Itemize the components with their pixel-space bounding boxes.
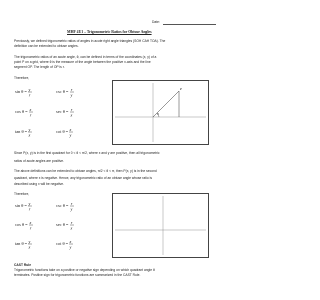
point-p-label: P <box>180 87 182 91</box>
date-line <box>163 24 216 25</box>
svg-text:x: x <box>70 112 72 118</box>
cast-line-2: terminates. Positive sign for trigonometric functions are summarized in the CAST Rule. <box>14 273 141 277</box>
date-label: Date: <box>152 20 160 24</box>
para3-line-2: ratios of acute angles are positive. <box>14 159 65 163</box>
svg-text:y: y <box>28 127 31 132</box>
second-quadrant-diagram <box>113 194 208 257</box>
tan-formula-top: tan θ = y x <box>15 127 31 138</box>
svg-text:y: y <box>28 239 31 244</box>
para2-line-1: The trigonometric ratios of an acute angle, θ, can be defined in terms of the coordinates (x, y) of a <box>14 55 157 59</box>
svg-text:y: y <box>70 206 72 212</box>
svg-text:x: x <box>69 127 72 132</box>
para4-line-2: quadrant, where x is negative. Hence, any trigonometric ratio of an obtuse angle whose ratio is <box>14 176 152 180</box>
svg-text:r: r <box>70 107 72 112</box>
svg-text:r: r <box>29 112 32 118</box>
sec-formula-bottom: sec θ = r x <box>56 220 72 231</box>
sec-formula-top: sec θ = r x <box>56 107 72 118</box>
svg-text:r: r <box>28 206 31 212</box>
first-quadrant-diagram <box>113 81 208 144</box>
svg-text:y: y <box>70 92 72 98</box>
tan-formula-bottom: tan θ = y x <box>15 239 31 250</box>
intro-line-1: Previously, we defined trigonometric ratios of angles in acute right angle triangles (SOH CAH TOA). The <box>14 39 166 43</box>
svg-text:x: x <box>29 107 32 112</box>
cot-formula-bottom: cot θ = x y <box>56 239 72 250</box>
para4-line-3: described using x will be negative. <box>14 182 65 186</box>
svg-text:r: r <box>70 87 72 92</box>
svg-text:x: x <box>70 225 72 231</box>
cast-line-1: Trigonometric functions take on a positive or negative sign depending on which quadrant angle θ <box>14 268 155 272</box>
svg-text:r: r <box>29 225 32 231</box>
svg-text:y: y <box>69 244 72 250</box>
cos-formula-top: cos θ = x r <box>15 107 32 118</box>
sin-formula-bottom: sin θ = y r <box>15 201 31 212</box>
svg-text:r: r <box>70 220 72 225</box>
cast-rule-heading: CAST Rule <box>14 263 32 267</box>
cos-formula-bottom: cos θ = x r <box>15 220 32 231</box>
svg-text:x: x <box>69 239 72 244</box>
csc-formula-bottom: csc θ = r y <box>56 201 72 212</box>
para3-line-1: Since P(x, y) is in the first quadrant for 0 < θ < π/2, where x and y are positive, then all trigonometric <box>14 151 160 155</box>
sin-formula-top: sin θ = y r <box>15 87 31 98</box>
csc-formula-top: csc θ = r y <box>56 87 72 98</box>
page-title: MHF 4U1 – Trigonometric Ratios for Obtuse Angles <box>67 30 152 34</box>
svg-text:x: x <box>28 244 31 250</box>
second-quadrant-graph <box>112 193 209 258</box>
para2-line-2: point P on a grid, where θ is the measure of the angle between the positive x-axis and the line <box>14 60 151 64</box>
para2-line-3: segment OP. The length of OP is r. <box>14 65 65 69</box>
svg-text:r: r <box>28 92 31 98</box>
intro-line-2: definition can be extended to obtuse angles. <box>14 44 79 48</box>
svg-text:y: y <box>69 132 72 138</box>
first-quadrant-graph <box>112 80 209 145</box>
svg-text:y: y <box>28 87 31 92</box>
svg-text:x: x <box>28 132 31 138</box>
theta-symbol: θ <box>157 112 159 116</box>
svg-text:r: r <box>70 201 72 206</box>
svg-text:x: x <box>29 220 32 225</box>
cot-formula-top: cot θ = x y <box>56 127 72 138</box>
para4-line-1: The above definitions can be extended to obtuse angles, π/2 < θ < π, then P(x, y) is in the second <box>14 169 157 173</box>
therefore-label-1: Therefore, <box>14 76 30 80</box>
svg-text:y: y <box>28 201 31 206</box>
therefore-label-2: Therefore, <box>14 192 30 196</box>
